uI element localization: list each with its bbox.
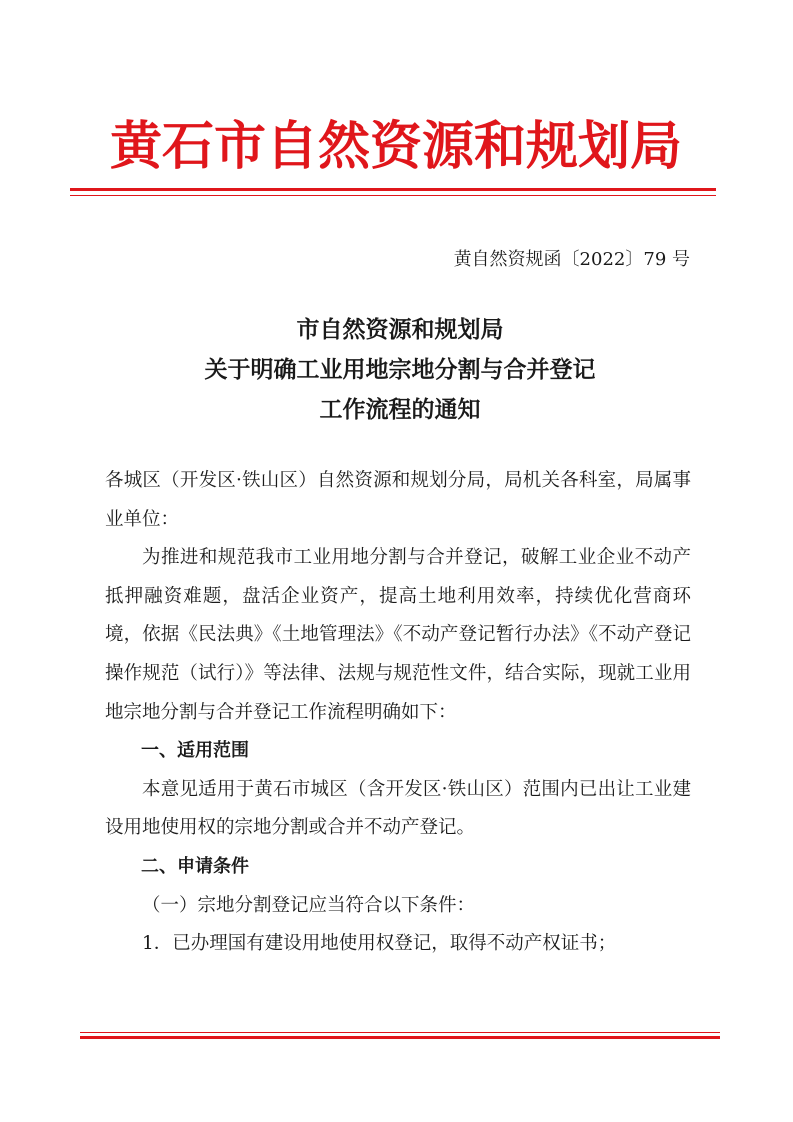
section-2-subheading: （一）宗地分割登记应当符合以下条件： (142, 894, 476, 916)
document-number: 黄自然资规函〔2022〕79 号 (453, 249, 690, 270)
section-2-heading: 二、申请条件 (141, 855, 249, 877)
section-1-paragraph: 本意见适用于黄石市城区（含开发区·铁山区）范围内已出让工业建设用地使用权的宗地分割或合并不动产登记。 (105, 778, 691, 839)
header-red-rule-thin (70, 195, 716, 196)
footer-red-rule-thick (80, 1036, 720, 1039)
intro-paragraph: 为推进和规范我市工业用地分割与合并登记，破解工业企业不动产抵押融资难题，盘活企业资产，提高土地利用效率，持续优化营商环境，依据《民法典》《土地管理法》《不动产登记暂行办法》《不动产登记操作规范（试行）》等法律、法规与规范性文件，结合实际，现就工业用地宗地分割与合并登记工作流程明确如下： (105, 547, 691, 723)
addressee: 各城区（开发区·铁山区）自然资源和规划分局，局机关各科室，局属事业单位： (105, 470, 691, 530)
title-line-3: 工作流程的通知 (319, 396, 481, 423)
agency-masthead: 黄石市自然资源和规划局 (109, 116, 682, 177)
footer-red-rule-thin (80, 1032, 720, 1033)
title-line-1: 市自然资源和规划局 (296, 316, 504, 343)
header-red-rule-thick (70, 188, 716, 191)
section-1-heading: 一、适用范围 (141, 740, 249, 762)
document-body (105, 462, 691, 964)
section-2-item-1: 1．已办理国有建设用地使用权登记，取得不动产权证书； (142, 933, 617, 955)
document-title (100, 310, 700, 430)
title-line-2: 关于明确工业用地宗地分割与合并登记 (204, 356, 596, 383)
